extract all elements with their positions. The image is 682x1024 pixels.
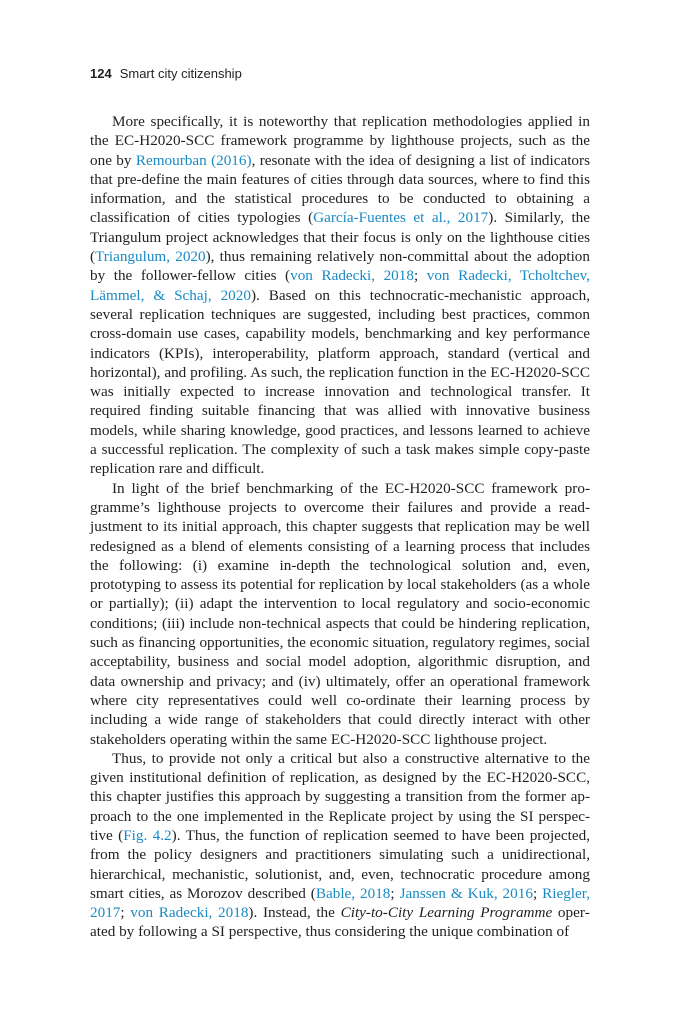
citation-link[interactable]: von Radecki, 2018 <box>290 267 414 285</box>
text-run: ; <box>532 884 543 902</box>
citation-link[interactable]: Bable, 2018 <box>315 884 391 902</box>
citation-link[interactable]: García-Fuentes et al., 2017 <box>313 209 489 227</box>
running-title: Smart city citizenship <box>119 66 242 81</box>
citation-link[interactable]: Remourban (2016) <box>135 151 252 169</box>
text-run: ; <box>120 904 131 922</box>
text-run: ). Instead, the <box>248 904 341 922</box>
citation-link[interactable]: Fig. 4.2 <box>123 826 172 844</box>
citation-link[interactable]: Janssen & Kuk, 2016 <box>399 884 533 902</box>
text-run: ; <box>390 884 400 902</box>
citation-link[interactable]: Triangulum, 2020 <box>95 248 206 266</box>
text-run: Thus, to provide not only a critical but also a constructive alternative to the given institutional definition of replication, as designed by the EC-H2020-SCC, this chapter justifies this approach by suggesting a transition from the former approach to the one implemented in the Replicate project by using the SI perspective ( <box>90 749 590 844</box>
text-run: operated by following a SI perspective, thus considering the unique combination of <box>90 904 590 941</box>
text-run: , resonate with the idea of designing a list of indicators that pre-define the main features of cities through data sources, where to find this information, and the statistical procedures to be conducted to obtaining a classification of cities typologies ( <box>90 151 590 227</box>
text-run: ). Thus, the function of replication seemed to have been projected, from the policy designers and practitioners simulating such a unidirectional, hierarchical, mechanistic, solutionist, and, even, technocratic procedure among smart cities, as Morozov described ( <box>90 826 590 902</box>
paragraph-3 <box>90 749 590 942</box>
text-run: ). Similarly, the Triangulum project acknowledges that their focus is only on the lighthouse cities ( <box>90 209 590 266</box>
citation-link[interactable]: von Radecki, Tcholtchev, Lämmel, & Schaj, 2020 <box>90 267 590 304</box>
citation-link[interactable]: von Radecki, 2018 <box>130 904 249 922</box>
body-text <box>90 112 590 942</box>
text-run: In light of the brief benchmarking of the EC-H2020-SCC framework programme’s lighthouse projects to overcome their failures and provide a readjustment to its initial approach, this chapter suggests that replication may be well redesigned as a blend of elements consisting of a learning process that includes the following: (i) examine in-depth the technological solution and, even, prototyping to assess its potential for replication by local stakeholders (as a whole or partially); (ii) adapt the intervention to local regulatory and socio-economic conditions; (iii) include non-technical aspects that could be hindering replication, such as financing opportunities, the economic situation, regulatory regimes, social acceptability, business and social model adoption, algorithmic disruption, and data ownership and privacy; and (iv) ultimately, offer an operational framework where city representatives could well co-ordinate their learning process by including a wide range of stakeholders that could directly interact with other stakeholders operating within the same EC-H2020-SCC lighthouse project. <box>90 479 590 748</box>
paragraph-2 <box>90 479 590 749</box>
text-run: More specifically, it is noteworthy that replication methodologies applied in the EC-H2020-SCC framework programme by lighthouse projects, such as the one by <box>90 113 590 169</box>
citation-link[interactable]: Riegler, 2017 <box>90 884 590 922</box>
running-header <box>90 66 242 81</box>
italic-title: City-to-City Learning Programme <box>340 904 553 922</box>
text-run: ). Based on this technocratic-mechanistic approach, several replication techniques are suggested, including best practices, common cross-domain use cases, capability models, benchmarking and key performance indicators (KPIs), interoperability, platform approach, standard (vertical and horizontal), and profiling. As such, the replication function in the EC-H2020-SCC was initially expected to increase innovation and technological transfer. It required finding suitable financing that was allied with innovative business models, while sharing knowledge, good practices, and lessons learned to achieve a successful replication. The complexity of such a task makes simple copy-paste replication rare and difficult. <box>90 286 590 478</box>
text-run: ; <box>413 267 427 285</box>
text-run: ), thus remaining relatively non-committal about the adoption by the follower-fellow cities ( <box>90 248 590 285</box>
paragraph-1 <box>90 112 590 479</box>
page-number: 124 <box>90 66 112 81</box>
